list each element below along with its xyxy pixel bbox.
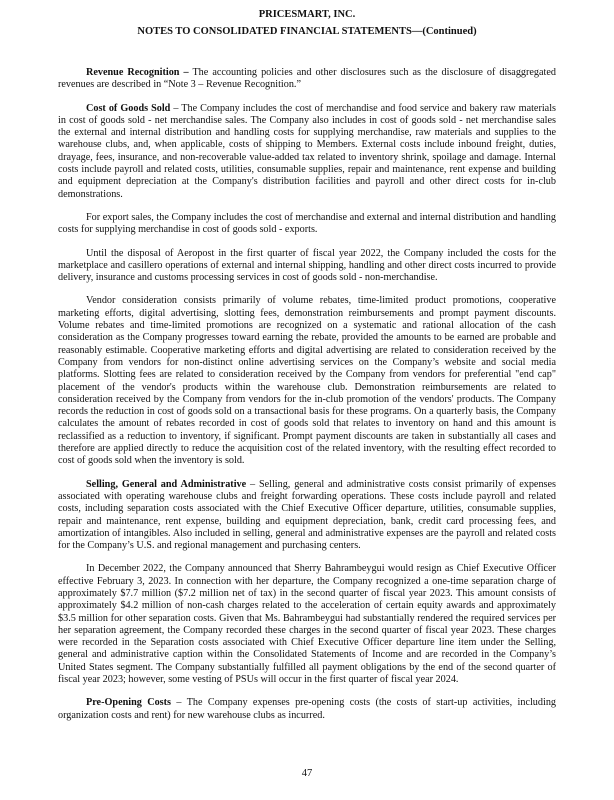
- paragraph-text: The accounting policies and other disclosures such as the disclosure of disaggregated revenues are described in “Note 3 – Revenue Recognition.”: [58, 67, 556, 91]
- paragraph-lead: Selling, General and Administrative: [86, 478, 247, 490]
- paragraph-lead: Cost of Goods Sold: [86, 102, 171, 114]
- company-name: PRICESMART, INC.: [258, 9, 356, 20]
- paragraph-lead: Pre-Opening Costs: [86, 697, 172, 709]
- paragraph-text: – Selling, general and administrative costs consist primarily of expenses associated with operating warehouse clubs and freight forwarding operations. These costs include payroll and related costs, including separation costs associated with the Chief Executive Officer departure, utilities, consumable supplies, repair and maintenance, rent expense, building and equipment depreciation, bank, credit card processing fees, and amortization of intangibles. Also included in selling, general and administrative expenses are the payroll and related costs for the Company’s U.S. and regional management and purchasing centers.: [58, 478, 556, 552]
- paragraph-text: Until the disposal of Aeropost in the first quarter of fiscal year 2022, the Company included the costs for the marketplace and casillero operations of external and internal shipping, handling and other direct costs incurred to provide delivery, insurance and customs processing services in cost of goods sold - non-merchandise.: [58, 247, 556, 284]
- paragraph-aeropost: [58, 248, 556, 285]
- paragraph-vendor-consideration: [58, 295, 556, 467]
- notes-body: [58, 67, 556, 733]
- paragraph-sga: [58, 479, 556, 553]
- paragraph-ceo-departure: [58, 563, 556, 686]
- paragraph-lead: Revenue Recognition –: [86, 67, 189, 78]
- paragraph-cost-of-goods-sold: [58, 103, 556, 201]
- paragraph-text: In December 2022, the Company announced that Sherry Bahrambeygui would resign as Chief Executive Officer effective February 3, 2023. In connection with her departure, the Company recognized a one-time separation charge of approximately $7.7 million ($7.2 million net of tax) in the second quarter of fiscal year 2023. This amount consists of approximately $4.2 million of non-cash charges related to the acceleration of certain equity awards and approximately $3.5 million for other separation costs. Given that Ms. Bahrambeygui had substantially rendered the required services per her separation agreement, the Company recorded these charges in the second quarter of fiscal year 2023. These charges were recorded in the Separation costs associated with Chief Executive Officer departure line item under the Selling, general and administrative caption within the Consolidated Statements of Income and are recorded in the Company’s United States segment. The Company substantially fulfilled all payment obligations by the end of the second quarter of fiscal year 2023; however, some vesting of PSUs will occur in the first quarter of fiscal year 2024.: [58, 563, 556, 686]
- paragraph-export-sales: [58, 212, 556, 237]
- paragraph-text: – The Company expenses pre-opening costs (the costs of start-up activities, including organization costs and rent) for new warehouse clubs as incurred.: [58, 697, 557, 721]
- paragraph-text: For export sales, the Company includes the cost of merchandise and external and internal distribution and handling costs for supplying merchandise in cost of goods sold - exports.: [58, 211, 556, 236]
- paragraph-pre-opening-costs: [58, 697, 556, 722]
- paragraph-revenue-recognition: [58, 67, 556, 92]
- page-title: NOTES TO CONSOLIDATED FINANCIAL STATEMENTS—(Continued): [137, 26, 477, 37]
- page-number: 47: [301, 768, 313, 779]
- paragraph-text: Vendor consideration consists primarily of volume rebates, time-limited product promotions, cooperative marketing efforts, digital advertising, slotting fees, demonstration reimbursements and prompt payment discounts. Volume rebates and time-limited promotions are recognized on a systematic and rational allocation of the cash consideration as the Company progresses toward earning the rebate, provided the amounts to be earned are probable and reasonably estimable. Cooperative marketing efforts and digital advertising are related to consideration received by the Company from vendors for non-distinct online advertising services on the Company’s website and social media platforms. Slotting fees are related to consideration received by the Company from vendors for preferential "end cap" placement of the vendor's products within the warehouse club. Demonstration reimbursements are related to consideration received by the Company from vendors for the in-club promotion of the vendors' products. The Company records the reduction in cost of goods sold on a transactional basis for these programs. On a quarterly basis, the Company calculates the amount of rebates recorded in cost of goods sold that relates to inventory on hand and this amount is reclassified as a reduction to inventory, if significant. Prompt payment discounts are taken in substantially all cases and therefore are applied directly to reduce the acquisition cost of the related inventory, with the resulting effect recorded to cost of goods sold when the inventory is sold.: [58, 295, 556, 467]
- paragraph-text: – The Company includes the cost of merchandise and food service and bakery raw materials in cost of goods sold - net merchandise sales. The Company also includes in cost of goods sold - net merchandise sales the external and internal distribution and handling costs for supplying merchandise, raw materials and supplies to the warehouse clubs, and, when applicable, costs of shipping to Members. External costs include inbound freight, duties, drayage, fees, insurance, and non-recoverable value-added tax related to inventory shrink, spoilage and damage. Internal costs include payroll and related costs, utilities, consumable supplies, repair and maintenance, rent expense and building and equipment depreciation at the Company's distribution facilities and payroll and other direct costs for in-club demonstrations.: [58, 102, 556, 200]
